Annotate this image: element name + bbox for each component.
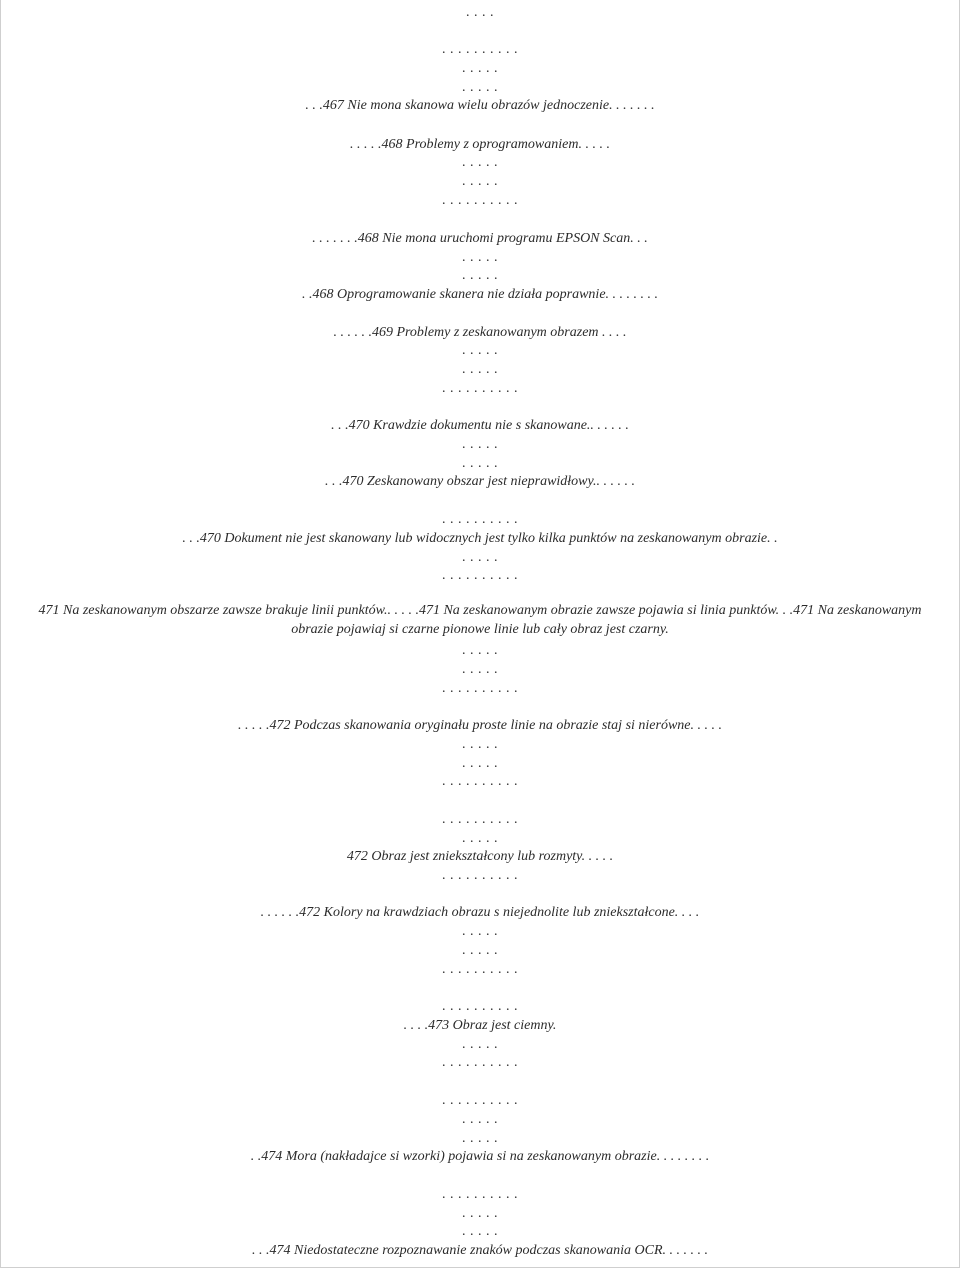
toc-line: . . . . . . . . . . bbox=[442, 999, 518, 1014]
toc-line: . . . . . . . . . . bbox=[442, 1055, 518, 1070]
toc-line: . . . . . bbox=[462, 437, 498, 452]
toc-line: . . . . . bbox=[462, 550, 498, 565]
toc-entry[interactable]: . . . . .468 Problemy z oprogramowaniem. . . . . bbox=[350, 137, 610, 152]
toc-entry[interactable]: . . . . .472 Podczas skanowania oryginału proste linie na obrazie staj si nierówne. . . . . bbox=[237, 718, 723, 733]
toc-line: . . . . . bbox=[462, 1131, 498, 1146]
toc-entry[interactable]: . . . . . . .468 Nie mona uruchomi programu EPSON Scan. . . bbox=[312, 231, 648, 246]
toc-line: . . . . . bbox=[462, 943, 498, 958]
toc-entry[interactable]: 472 Obraz jest zniekształcony lub rozmyty. . . . . bbox=[346, 849, 614, 864]
toc-line: . . . . . . . . . . bbox=[442, 681, 518, 696]
toc-line: . . . . . . . . . . bbox=[442, 42, 518, 57]
toc-entry[interactable]: . . .467 Nie mona skanowa wielu obrazów jednoczenie. . . . . . . bbox=[305, 98, 655, 113]
toc-line: . . . . . bbox=[462, 1224, 498, 1239]
toc-line: . . . . . bbox=[462, 643, 498, 658]
toc-entry-continuation: obrazie pojawiaj si czarne pionowe linie lub cały obraz jest czarny. bbox=[291, 622, 669, 637]
toc-line: . . . . . . . . . . bbox=[442, 381, 518, 396]
toc-line: . . . . . . . . . . bbox=[442, 193, 518, 208]
toc-line: . . . . . bbox=[462, 174, 498, 189]
toc-line: . . . . . . . . . . bbox=[442, 1093, 518, 1108]
toc-entry[interactable]: . . .470 Zeskanowany obszar jest nieprawidłowy.. . . . . . bbox=[325, 474, 635, 489]
toc-entry[interactable]: . . .470 Krawdzie dokumentu nie s skanowane.. . . . . . bbox=[331, 418, 629, 433]
toc-line: . . . . . . . . . . bbox=[442, 774, 518, 789]
toc-line: . . . . . bbox=[462, 831, 498, 846]
toc-entry[interactable]: . . . . . .472 Kolory na krawdziach obrazu s niejednolite lub zniekształcone. . . . bbox=[260, 905, 700, 920]
toc-line: . . . . . bbox=[462, 924, 498, 939]
toc-line: . . . . . bbox=[462, 343, 498, 358]
toc-line: . . . . . bbox=[462, 1112, 498, 1127]
toc-line: . . . . . bbox=[462, 362, 498, 377]
toc-line: . . . . bbox=[466, 5, 494, 20]
toc-line: . . . . . bbox=[462, 80, 498, 95]
toc-entry[interactable]: . .474 Mora (nakładajce si wzorki) pojawia si na zeskanowanym obrazie. . . . . . . . bbox=[250, 1149, 710, 1164]
toc-entry[interactable]: . . . .473 Obraz jest ciemny. bbox=[403, 1018, 557, 1033]
toc-line: . . . . . bbox=[462, 61, 498, 76]
toc-line: . . . . . . . . . . bbox=[442, 512, 518, 527]
toc-line: . . . . . . . . . . bbox=[442, 568, 518, 583]
toc-line: . . . . . bbox=[462, 456, 498, 471]
toc-entry[interactable]: . . .474 Niedostateczne rozpoznawanie znaków podczas skanowania OCR. . . . . . . bbox=[251, 1243, 709, 1258]
toc-line: . . . . . bbox=[462, 662, 498, 677]
toc-line: . . . . . bbox=[462, 250, 498, 265]
toc-line: . . . . . bbox=[462, 1206, 498, 1221]
toc-line: . . . . . bbox=[462, 737, 498, 752]
toc-line: . . . . . bbox=[462, 1037, 498, 1052]
toc-entry[interactable]: . . . . . .469 Problemy z zeskanowanym obrazem . . . . bbox=[333, 325, 627, 340]
toc-entry[interactable]: 471 Na zeskanowanym obszarze zawsze brakuje linii punktów.. . . . .471 Na zeskanowanym obrazie zawsze pojawia si linia punktów. . .471 Na zeskanowanym bbox=[38, 603, 922, 618]
toc-line: . . . . . . . . . . bbox=[442, 1187, 518, 1202]
toc-line: . . . . . . . . . . bbox=[442, 868, 518, 883]
toc-line: . . . . . bbox=[462, 155, 498, 170]
toc-line: . . . . . . . . . . bbox=[442, 812, 518, 827]
toc-line: . . . . . . . . . . bbox=[442, 962, 518, 977]
toc-line: . . . . . bbox=[462, 268, 498, 283]
toc-entry[interactable]: . .468 Oprogramowanie skanera nie działa poprawnie. . . . . . . . bbox=[301, 287, 659, 302]
toc-entry[interactable]: . . .470 Dokument nie jest skanowany lub widocznych jest tylko kilka punktów na zeskanowanym obrazie. . bbox=[182, 531, 778, 546]
toc-line: . . . . . bbox=[462, 756, 498, 771]
